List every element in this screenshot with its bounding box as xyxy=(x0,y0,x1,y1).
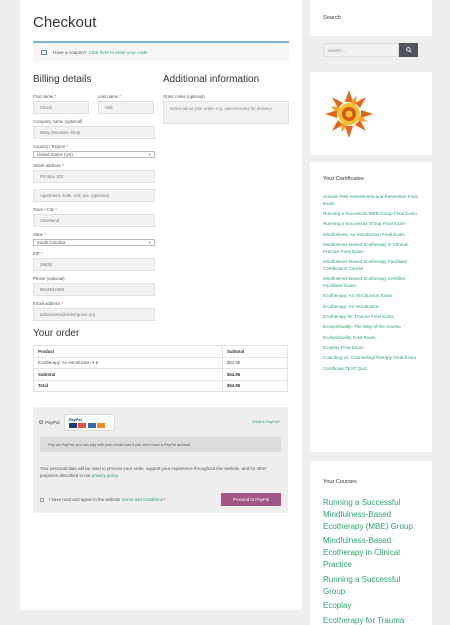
terms-row: I have read and agree to the website terms and conditions * Proceed to PayPal xyxy=(40,493,281,506)
zip-field[interactable]: 29635 xyxy=(33,258,155,271)
courses-list xyxy=(323,497,419,625)
chevron-down-icon: ▾ xyxy=(148,240,151,245)
search-button[interactable] xyxy=(399,43,418,57)
order-title: Your order xyxy=(33,328,80,339)
subtotal-header: Subtotal xyxy=(223,346,288,358)
city-label: Town / City * xyxy=(33,207,57,212)
certificate-link[interactable]: Ecospirituality Final Exam xyxy=(323,334,376,340)
certificate-link[interactable]: Ecotherapy: An Introduction xyxy=(323,303,380,309)
table-row xyxy=(34,357,288,369)
course-link[interactable]: Running a Successful Group xyxy=(323,574,401,596)
table-row xyxy=(34,346,288,358)
order-notes-label: Order notes (optional) xyxy=(163,94,205,99)
country-select[interactable]: United States (US) ▾ xyxy=(33,151,155,158)
street2-field[interactable]: Apartment, suite, unit, etc. (optional) xyxy=(33,189,155,202)
additional-title: Additional information xyxy=(163,74,260,85)
search-icon xyxy=(406,47,412,53)
state-label: State * xyxy=(33,232,46,237)
certificate-link[interactable]: Suicide Risk Assessment and Prevention Final Exam xyxy=(323,194,418,206)
certificate-link[interactable]: Running a Successful MBE Group Final Exam xyxy=(323,210,417,216)
courses-widget xyxy=(310,461,432,625)
first-name-label: First name * xyxy=(33,94,57,99)
what-is-paypal-link[interactable]: What is PayPal? xyxy=(252,420,280,424)
visa-icon xyxy=(69,423,77,428)
additional-section xyxy=(163,74,289,326)
certificate-link[interactable]: Mindfulness-Based Ecotherapy Facilitator Certification Course xyxy=(323,259,408,271)
course-link[interactable]: Mindfulness-Based Ecotherapy in Clinical Practice xyxy=(323,536,400,569)
street-field[interactable]: PO Box 102 xyxy=(33,170,155,183)
certificate-link[interactable]: Ecotherapy: An Introduction Exam xyxy=(323,293,393,299)
table-row xyxy=(34,380,288,392)
coupon-text: Have a coupon? xyxy=(53,50,87,55)
certificate-link[interactable]: Running a Successful Group Final Exam xyxy=(323,221,406,227)
discover-icon xyxy=(97,423,105,428)
checkout-main xyxy=(20,0,302,610)
amex-icon xyxy=(88,423,96,428)
total-value: $54.95 xyxy=(223,380,288,392)
terms-checkbox[interactable] xyxy=(40,498,44,502)
company-label: Company name (optional) xyxy=(33,119,83,124)
certificates-title: Your Certificates xyxy=(323,176,364,182)
logo-widget xyxy=(310,72,432,155)
zip-label: ZIP * xyxy=(33,251,43,256)
mastercard-icon xyxy=(78,423,86,428)
subtotal-value: $54.95 xyxy=(223,369,288,381)
payment-method-label: PayPal xyxy=(45,419,60,425)
phone-field[interactable]: 8643842388 xyxy=(33,283,155,296)
search-form xyxy=(310,0,432,64)
certificate-link[interactable]: Ecospirituality: The Way of the Course xyxy=(323,324,401,330)
certificates-list xyxy=(323,194,419,372)
terms-text: I have read and agree to the website xyxy=(49,497,121,502)
coupon-notice xyxy=(33,41,289,62)
search-input[interactable]: Search ... xyxy=(323,43,399,57)
privacy-notice: Your personal data will be used to process your order, support your experience throughout this website, and for other purposes described in our privacy policy. xyxy=(40,466,267,478)
terms-link[interactable]: terms and conditions xyxy=(122,497,163,502)
paypal-logo: PayPal xyxy=(68,416,82,422)
order-notes-field[interactable]: Notes about your order, e.g. special notes for delivery. xyxy=(163,101,289,124)
coupon-icon xyxy=(41,50,47,55)
course-link[interactable]: Ecoplay xyxy=(323,601,352,611)
city-field[interactable]: Cleveland xyxy=(33,214,155,227)
page-title: Checkout xyxy=(33,14,97,31)
certificate-link[interactable]: Mindfulness-Based Ecotherapy Certified Facilitator Exam xyxy=(323,276,405,288)
product-header: Product xyxy=(34,346,223,358)
proceed-to-paypal-button[interactable]: Proceed to PayPal xyxy=(221,493,281,506)
order-item: Ecotherapy: An Introduction × 1 xyxy=(34,357,223,369)
last-name-label: Last name * xyxy=(98,94,121,99)
billing-title: Billing details xyxy=(33,74,92,85)
privacy-policy-link[interactable]: privacy policy. xyxy=(91,473,120,478)
certificate-link[interactable]: Coaching vs. Counseling/Therapy Final Exam xyxy=(323,355,417,361)
course-link[interactable]: Ecotherapy for Trauma xyxy=(323,616,405,625)
company-field[interactable]: Misty Mountain Shop xyxy=(33,126,155,139)
order-item-price: $54.95 xyxy=(223,357,288,369)
certificate-link[interactable]: Mindfulness-Based Ecotherapy in Clinical Practice Final Exam xyxy=(323,242,408,254)
table-row xyxy=(34,369,288,381)
state-select[interactable]: South Carolina ▾ xyxy=(33,239,155,246)
search-title: Search xyxy=(323,15,341,21)
country-label: Country / Region * xyxy=(33,144,69,149)
payment-box xyxy=(33,407,288,513)
courses-title: Your Courses xyxy=(323,479,357,485)
certificate-link[interactable]: Certificate TEST Quiz xyxy=(323,365,368,371)
payment-description: Pay via PayPal; you can pay with your credit card if you don't have a PayPal account. xyxy=(40,437,281,452)
last-name-field[interactable]: Hall xyxy=(98,101,154,114)
subtotal-label: Subtotal xyxy=(34,369,223,381)
first-name-field[interactable]: Chuck xyxy=(33,101,89,114)
sun-logo-icon xyxy=(323,88,375,140)
payment-radio[interactable] xyxy=(39,420,43,424)
certificate-link[interactable]: Ecotherapy for Trauma Final Exam xyxy=(323,313,394,319)
certificate-link[interactable]: Ecoplay Final Exam xyxy=(323,345,364,351)
coupon-link[interactable]: Click here to enter your code xyxy=(88,50,148,55)
phone-label: Phone (optional) xyxy=(33,276,65,281)
course-link[interactable]: Running a Successful Mindfulness-Based Ecotherapy (MBE) Group xyxy=(323,498,413,531)
order-table xyxy=(33,345,288,392)
email-label: Email address * xyxy=(33,301,64,306)
street-label: Street address * xyxy=(33,163,64,168)
total-label: Total xyxy=(34,380,223,392)
chevron-down-icon: ▾ xyxy=(148,152,151,157)
certificate-link[interactable]: Mindfulness: An Introduction Final Exam xyxy=(323,231,405,237)
billing-section xyxy=(33,74,155,326)
email-field[interactable]: admissions@elderrgrove.org xyxy=(33,308,155,321)
paypal-logos xyxy=(64,414,115,431)
payment-method-row[interactable] xyxy=(33,407,288,437)
certificates-widget xyxy=(310,162,432,452)
